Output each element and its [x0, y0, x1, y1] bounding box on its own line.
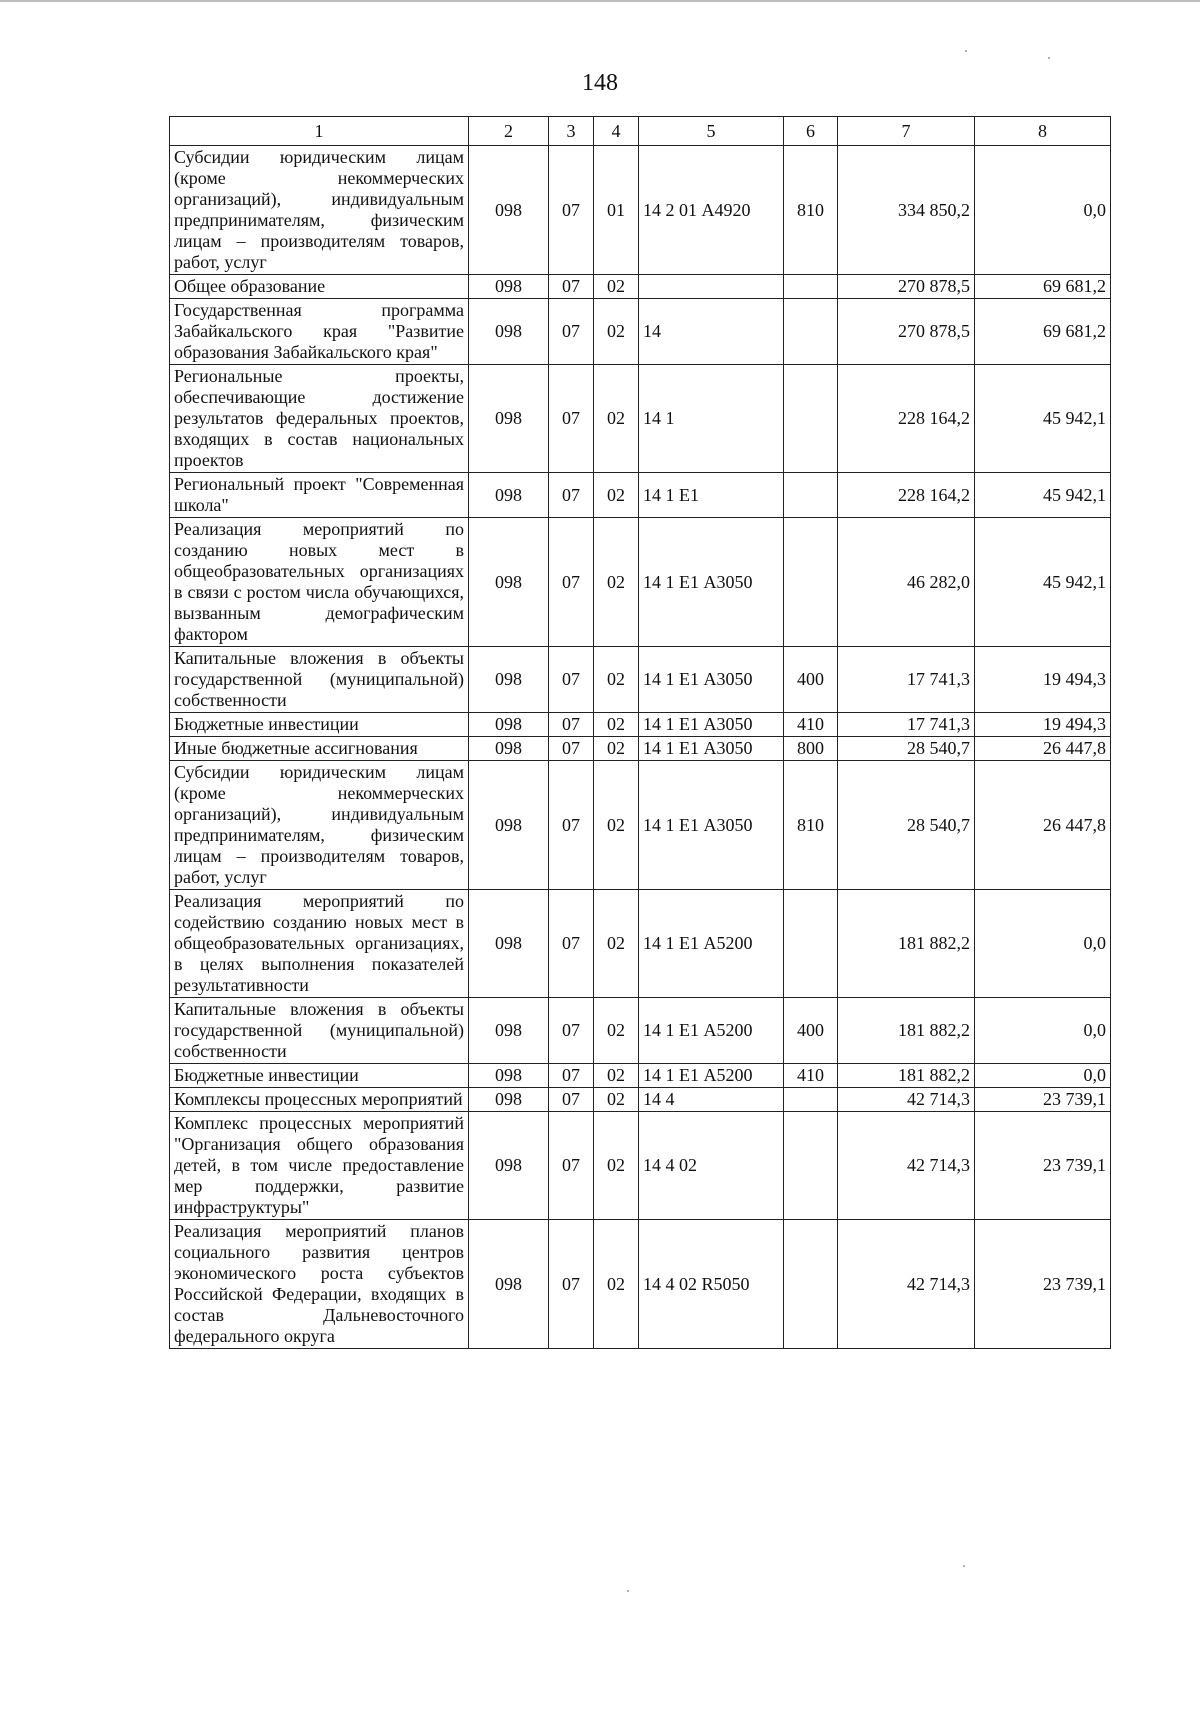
- section-code: 07: [549, 713, 594, 737]
- row-name: Региональные проекты, обеспечивающие достижение результатов федеральных проектов, входящих в состав национальных проектов: [170, 365, 469, 473]
- grbs-code: 098: [469, 473, 549, 518]
- expense-type-code: 410: [784, 713, 838, 737]
- scan-speck: [627, 1590, 629, 1592]
- section-code: 07: [549, 1064, 594, 1088]
- expense-type-code: 800: [784, 737, 838, 761]
- amount-column-8: 26 447,8: [975, 761, 1111, 890]
- column-header: 1: [170, 117, 469, 146]
- row-name: Реализация мероприятий по содействию созданию новых мест в общеобразовательных организациях, в целях выполнения показателей результативности: [170, 890, 469, 998]
- row-name: Капитальные вложения в объекты государственной (муниципальной) собственности: [170, 998, 469, 1064]
- subsection-code: 02: [594, 365, 639, 473]
- scan-speck: [963, 1565, 965, 1567]
- grbs-code: 098: [469, 761, 549, 890]
- table-row: [170, 299, 1111, 365]
- target-article-code: 14: [639, 299, 784, 365]
- target-article-code: 14 1 Е1 А3050: [639, 761, 784, 890]
- table-row: [170, 1220, 1111, 1349]
- subsection-code: 02: [594, 1220, 639, 1349]
- target-article-code: 14 1 Е1 А3050: [639, 518, 784, 647]
- table-row: [170, 647, 1111, 713]
- amount-column-7: 42 714,3: [838, 1112, 975, 1220]
- amount-column-8: 45 942,1: [975, 518, 1111, 647]
- amount-column-7: 270 878,5: [838, 299, 975, 365]
- row-name: Субсидии юридическим лицам (кроме некоммерческих организаций), индивидуальным предпринимателям, физическим лицам – производителям товаров, работ, услуг: [170, 761, 469, 890]
- grbs-code: 098: [469, 737, 549, 761]
- amount-column-8: 45 942,1: [975, 473, 1111, 518]
- row-name: Региональный проект "Современная школа": [170, 473, 469, 518]
- amount-column-7: 181 882,2: [838, 1064, 975, 1088]
- row-name: Комплексы процессных мероприятий: [170, 1088, 469, 1112]
- expense-type-code: 400: [784, 998, 838, 1064]
- row-name: Общее образование: [170, 275, 469, 299]
- row-name: Бюджетные инвестиции: [170, 1064, 469, 1088]
- amount-column-7: 28 540,7: [838, 761, 975, 890]
- subsection-code: 02: [594, 473, 639, 518]
- subsection-code: 02: [594, 761, 639, 890]
- amount-column-8: 0,0: [975, 998, 1111, 1064]
- grbs-code: 098: [469, 518, 549, 647]
- amount-column-7: 42 714,3: [838, 1220, 975, 1349]
- expense-type-code: [784, 1112, 838, 1220]
- column-header: 7: [838, 117, 975, 146]
- table-row: [170, 1088, 1111, 1112]
- grbs-code: 098: [469, 365, 549, 473]
- table-row: [170, 737, 1111, 761]
- target-article-code: [639, 275, 784, 299]
- expense-type-code: [784, 518, 838, 647]
- amount-column-8: 69 681,2: [975, 299, 1111, 365]
- grbs-code: 098: [469, 1064, 549, 1088]
- amount-column-8: 0,0: [975, 890, 1111, 998]
- section-code: 07: [549, 737, 594, 761]
- grbs-code: 098: [469, 275, 549, 299]
- expense-type-code: [784, 1220, 838, 1349]
- section-code: 07: [549, 518, 594, 647]
- amount-column-8: 19 494,3: [975, 647, 1111, 713]
- subsection-code: 02: [594, 713, 639, 737]
- subsection-code: 02: [594, 890, 639, 998]
- subsection-code: 02: [594, 737, 639, 761]
- row-name: Бюджетные инвестиции: [170, 713, 469, 737]
- column-header: 3: [549, 117, 594, 146]
- row-name: Капитальные вложения в объекты государственной (муниципальной) собственности: [170, 647, 469, 713]
- row-name: Государственная программа Забайкальского края "Развитие образования Забайкальского края": [170, 299, 469, 365]
- column-header: 2: [469, 117, 549, 146]
- subsection-code: 02: [594, 299, 639, 365]
- amount-column-7: 28 540,7: [838, 737, 975, 761]
- target-article-code: 14 1: [639, 365, 784, 473]
- header-row: [170, 117, 1111, 146]
- column-header: 6: [784, 117, 838, 146]
- table-row: [170, 1112, 1111, 1220]
- expense-type-code: [784, 275, 838, 299]
- row-name: Комплекс процессных мероприятий "Организация общего образования детей, в том числе предоставление мер поддержки, развитие инфраструктуры": [170, 1112, 469, 1220]
- table-row: [170, 890, 1111, 998]
- grbs-code: 098: [469, 1220, 549, 1349]
- amount-column-7: 17 741,3: [838, 713, 975, 737]
- subsection-code: 02: [594, 1064, 639, 1088]
- amount-column-7: 270 878,5: [838, 275, 975, 299]
- table-row: [170, 473, 1111, 518]
- amount-column-8: 23 739,1: [975, 1112, 1111, 1220]
- subsection-code: 02: [594, 1112, 639, 1220]
- subsection-code: 01: [594, 146, 639, 275]
- amount-column-7: 228 164,2: [838, 365, 975, 473]
- table-row: [170, 146, 1111, 275]
- subsection-code: 02: [594, 518, 639, 647]
- amount-column-8: 45 942,1: [975, 365, 1111, 473]
- amount-column-8: 69 681,2: [975, 275, 1111, 299]
- section-code: 07: [549, 647, 594, 713]
- amount-column-7: 228 164,2: [838, 473, 975, 518]
- amount-column-8: 0,0: [975, 146, 1111, 275]
- row-name: Реализация мероприятий планов социального развития центров экономического роста субъектов Российской Федерации, входящих в состав Дальневосточного федерального округа: [170, 1220, 469, 1349]
- row-name: Иные бюджетные ассигнования: [170, 737, 469, 761]
- section-code: 07: [549, 890, 594, 998]
- scan-speck: [1048, 57, 1050, 59]
- target-article-code: 14 4 02: [639, 1112, 784, 1220]
- section-code: 07: [549, 299, 594, 365]
- grbs-code: 098: [469, 998, 549, 1064]
- target-article-code: 14 4: [639, 1088, 784, 1112]
- expense-type-code: 410: [784, 1064, 838, 1088]
- expense-type-code: [784, 365, 838, 473]
- target-article-code: 14 1 Е1: [639, 473, 784, 518]
- column-header: 5: [639, 117, 784, 146]
- amount-column-8: 23 739,1: [975, 1088, 1111, 1112]
- row-name: Реализация мероприятий по созданию новых мест в общеобразовательных организациях в связи с ростом числа обучающихся, вызванным демографическим фактором: [170, 518, 469, 647]
- amount-column-7: 334 850,2: [838, 146, 975, 275]
- grbs-code: 098: [469, 713, 549, 737]
- amount-column-8: 0,0: [975, 1064, 1111, 1088]
- expense-type-code: 810: [784, 146, 838, 275]
- amount-column-8: 19 494,3: [975, 713, 1111, 737]
- target-article-code: 14 1 Е1 А5200: [639, 1064, 784, 1088]
- budget-table: [169, 116, 1111, 1349]
- grbs-code: 098: [469, 1112, 549, 1220]
- amount-column-7: 181 882,2: [838, 890, 975, 998]
- section-code: 07: [549, 275, 594, 299]
- table-row: [170, 518, 1111, 647]
- grbs-code: 098: [469, 647, 549, 713]
- subsection-code: 02: [594, 275, 639, 299]
- expense-type-code: 400: [784, 647, 838, 713]
- expense-type-code: 810: [784, 761, 838, 890]
- section-code: 07: [549, 1088, 594, 1112]
- target-article-code: 14 4 02 R5050: [639, 1220, 784, 1349]
- target-article-code: 14 1 Е1 А3050: [639, 713, 784, 737]
- expense-type-code: [784, 299, 838, 365]
- amount-column-7: 46 282,0: [838, 518, 975, 647]
- section-code: 07: [549, 1220, 594, 1349]
- scan-speck: [965, 50, 967, 52]
- amount-column-7: 181 882,2: [838, 998, 975, 1064]
- row-name: Субсидии юридическим лицам (кроме некоммерческих организаций), индивидуальным предпринимателям, физическим лицам – производителям товаров, работ, услуг: [170, 146, 469, 275]
- scan-top-edge: [0, 0, 1200, 2]
- grbs-code: 098: [469, 299, 549, 365]
- section-code: 07: [549, 998, 594, 1064]
- expense-type-code: [784, 890, 838, 998]
- table-row: [170, 713, 1111, 737]
- page-number: 148: [582, 70, 618, 96]
- amount-column-7: 17 741,3: [838, 647, 975, 713]
- target-article-code: 14 1 Е1 А5200: [639, 890, 784, 998]
- section-code: 07: [549, 761, 594, 890]
- subsection-code: 02: [594, 647, 639, 713]
- target-article-code: 14 1 Е1 А3050: [639, 737, 784, 761]
- grbs-code: 098: [469, 146, 549, 275]
- table-body: [170, 146, 1111, 1349]
- table-row: [170, 365, 1111, 473]
- expense-type-code: [784, 473, 838, 518]
- amount-column-8: 23 739,1: [975, 1220, 1111, 1349]
- target-article-code: 14 1 Е1 А5200: [639, 998, 784, 1064]
- subsection-code: 02: [594, 1088, 639, 1112]
- column-header: 8: [975, 117, 1111, 146]
- table-row: [170, 998, 1111, 1064]
- table-row: [170, 275, 1111, 299]
- expense-type-code: [784, 1088, 838, 1112]
- column-header: 4: [594, 117, 639, 146]
- amount-column-8: 26 447,8: [975, 737, 1111, 761]
- target-article-code: 14 2 01 А4920: [639, 146, 784, 275]
- grbs-code: 098: [469, 1088, 549, 1112]
- section-code: 07: [549, 473, 594, 518]
- section-code: 07: [549, 365, 594, 473]
- subsection-code: 02: [594, 998, 639, 1064]
- section-code: 07: [549, 146, 594, 275]
- grbs-code: 098: [469, 890, 549, 998]
- amount-column-7: 42 714,3: [838, 1088, 975, 1112]
- target-article-code: 14 1 Е1 А3050: [639, 647, 784, 713]
- table-row: [170, 1064, 1111, 1088]
- section-code: 07: [549, 1112, 594, 1220]
- table-row: [170, 761, 1111, 890]
